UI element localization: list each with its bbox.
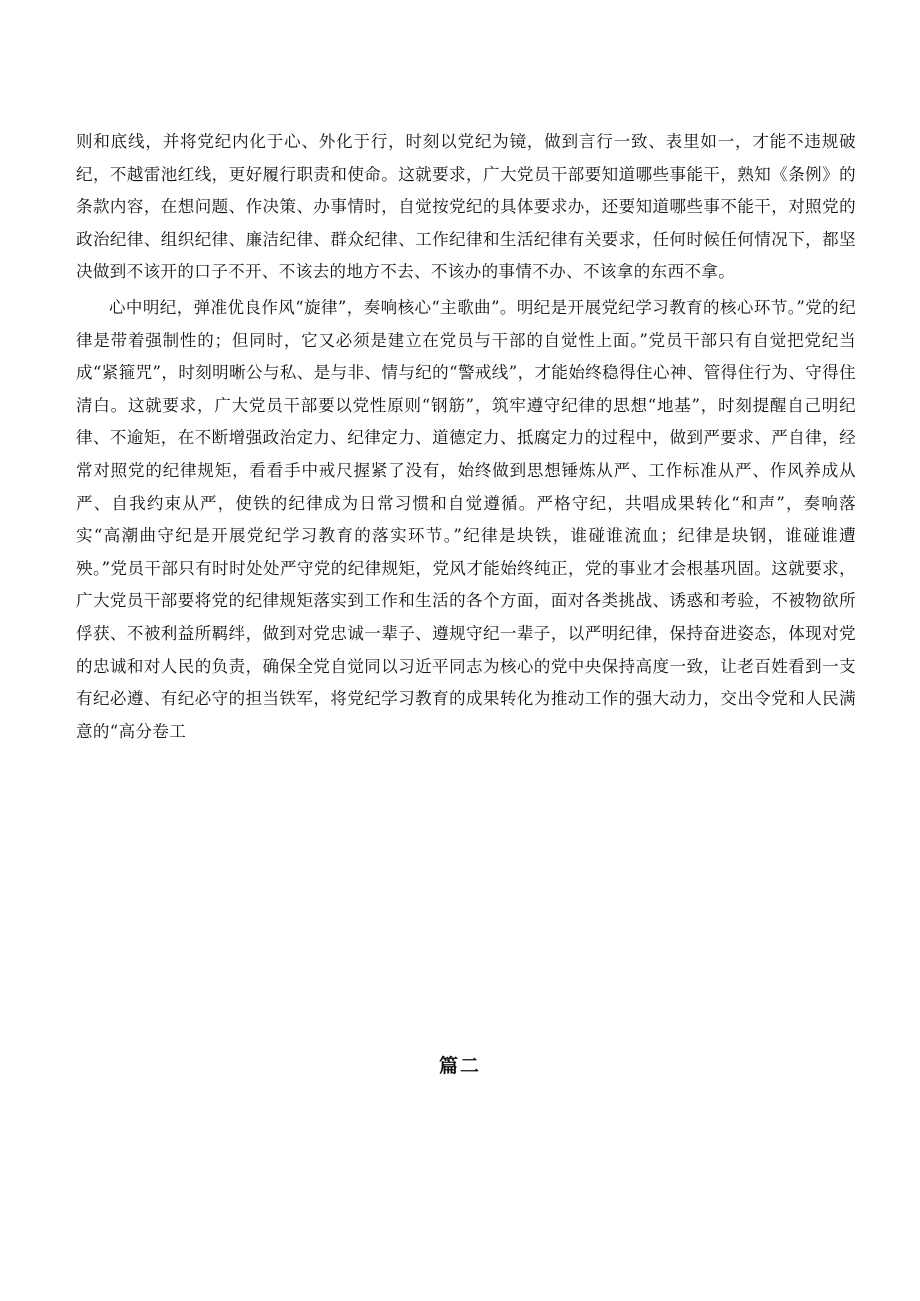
body-paragraph-1: 则和底线，并将党纪内化于心、外化于行，时刻以党纪为镜，做到言行一致、表里如一，才能不违规破纪，不越雷池红线，更好履行职责和使命。这就要求，广大党员干部要知道哪些事能干，熟知《条例》的条款内容，在想问题、作决策、办事情时，自觉按党纪的具体要求办，还要知道哪些事不能干，对照党的政治纪律、组织纪律、廉洁纪律、群众纪律、工作纪律和生活纪律有关要求，任何时候任何情况下，都坚决做到不该开的口子不开、不该去的地方不去、不该办的事情不办、不该拿的东西不拿。 <box>76 132 856 282</box>
body-paragraph-2: 心中明纪，弹准优良作风“旋律”，奏响核心“主歌曲”。明纪是开展党纪学习教育的核心环节。”党的纪律是带着强制性的；但同时，它又必须是建立在党员与干部的自觉性上面。”党员干部只有自觉把党纪当成“紧箍咒”，时刻明晰公与私、是与非、情与纪的“警戒线”，才能始终稳得住心神、管得住行为、守得住清白。这就要求，广大党员干部要以党性原则“钢筋”，筑牢遵守纪律的思想“地基”，时刻提醒自己明纪律、不逾矩，在不断增强政治定力、纪律定力、道德定力、抵腐定力的过程中，做到严要求、严自律，经常对照党的纪律规矩，看看手中戒尺握紧了没有，始终做到思想锤炼从严、工作标准从严、作风养成从严、自我约束从严，使铁的纪律成为日常习惯和自觉遵循。严格守纪，共唱成果转化“和声”，奏响落实“高潮曲守纪是开展党纪学习教育的落实环节。”纪律是块铁，谁碰谁流血；纪律是块钢，谁碰谁遭殃。”党员干部只有时时处处严守党的纪律规矩，党风才能始终纯正，党的事业才会根基巩固。这就要求，广大党员干部要将党的纪律规矩落实到工作和生活的各个方面，面对各类挑战、诱惑和考验，不被物欲所俘获、不被利益所羁绊，做到对党忠诚一辈子、遵规守纪一辈子，以严明纪律，保持奋进姿态，体现对党的忠诚和对人民的负责，确保全党自觉同以习近平同志为核心的党中央保持高度一致，让老百姓看到一支有纪必遵、有纪必守的担当铁军，将党纪学习教育的成果转化为推动工作的强大动力，交出令党和人民满意的“高分卷工 <box>76 298 856 741</box>
section-title: 篇二 <box>438 1055 481 1077</box>
